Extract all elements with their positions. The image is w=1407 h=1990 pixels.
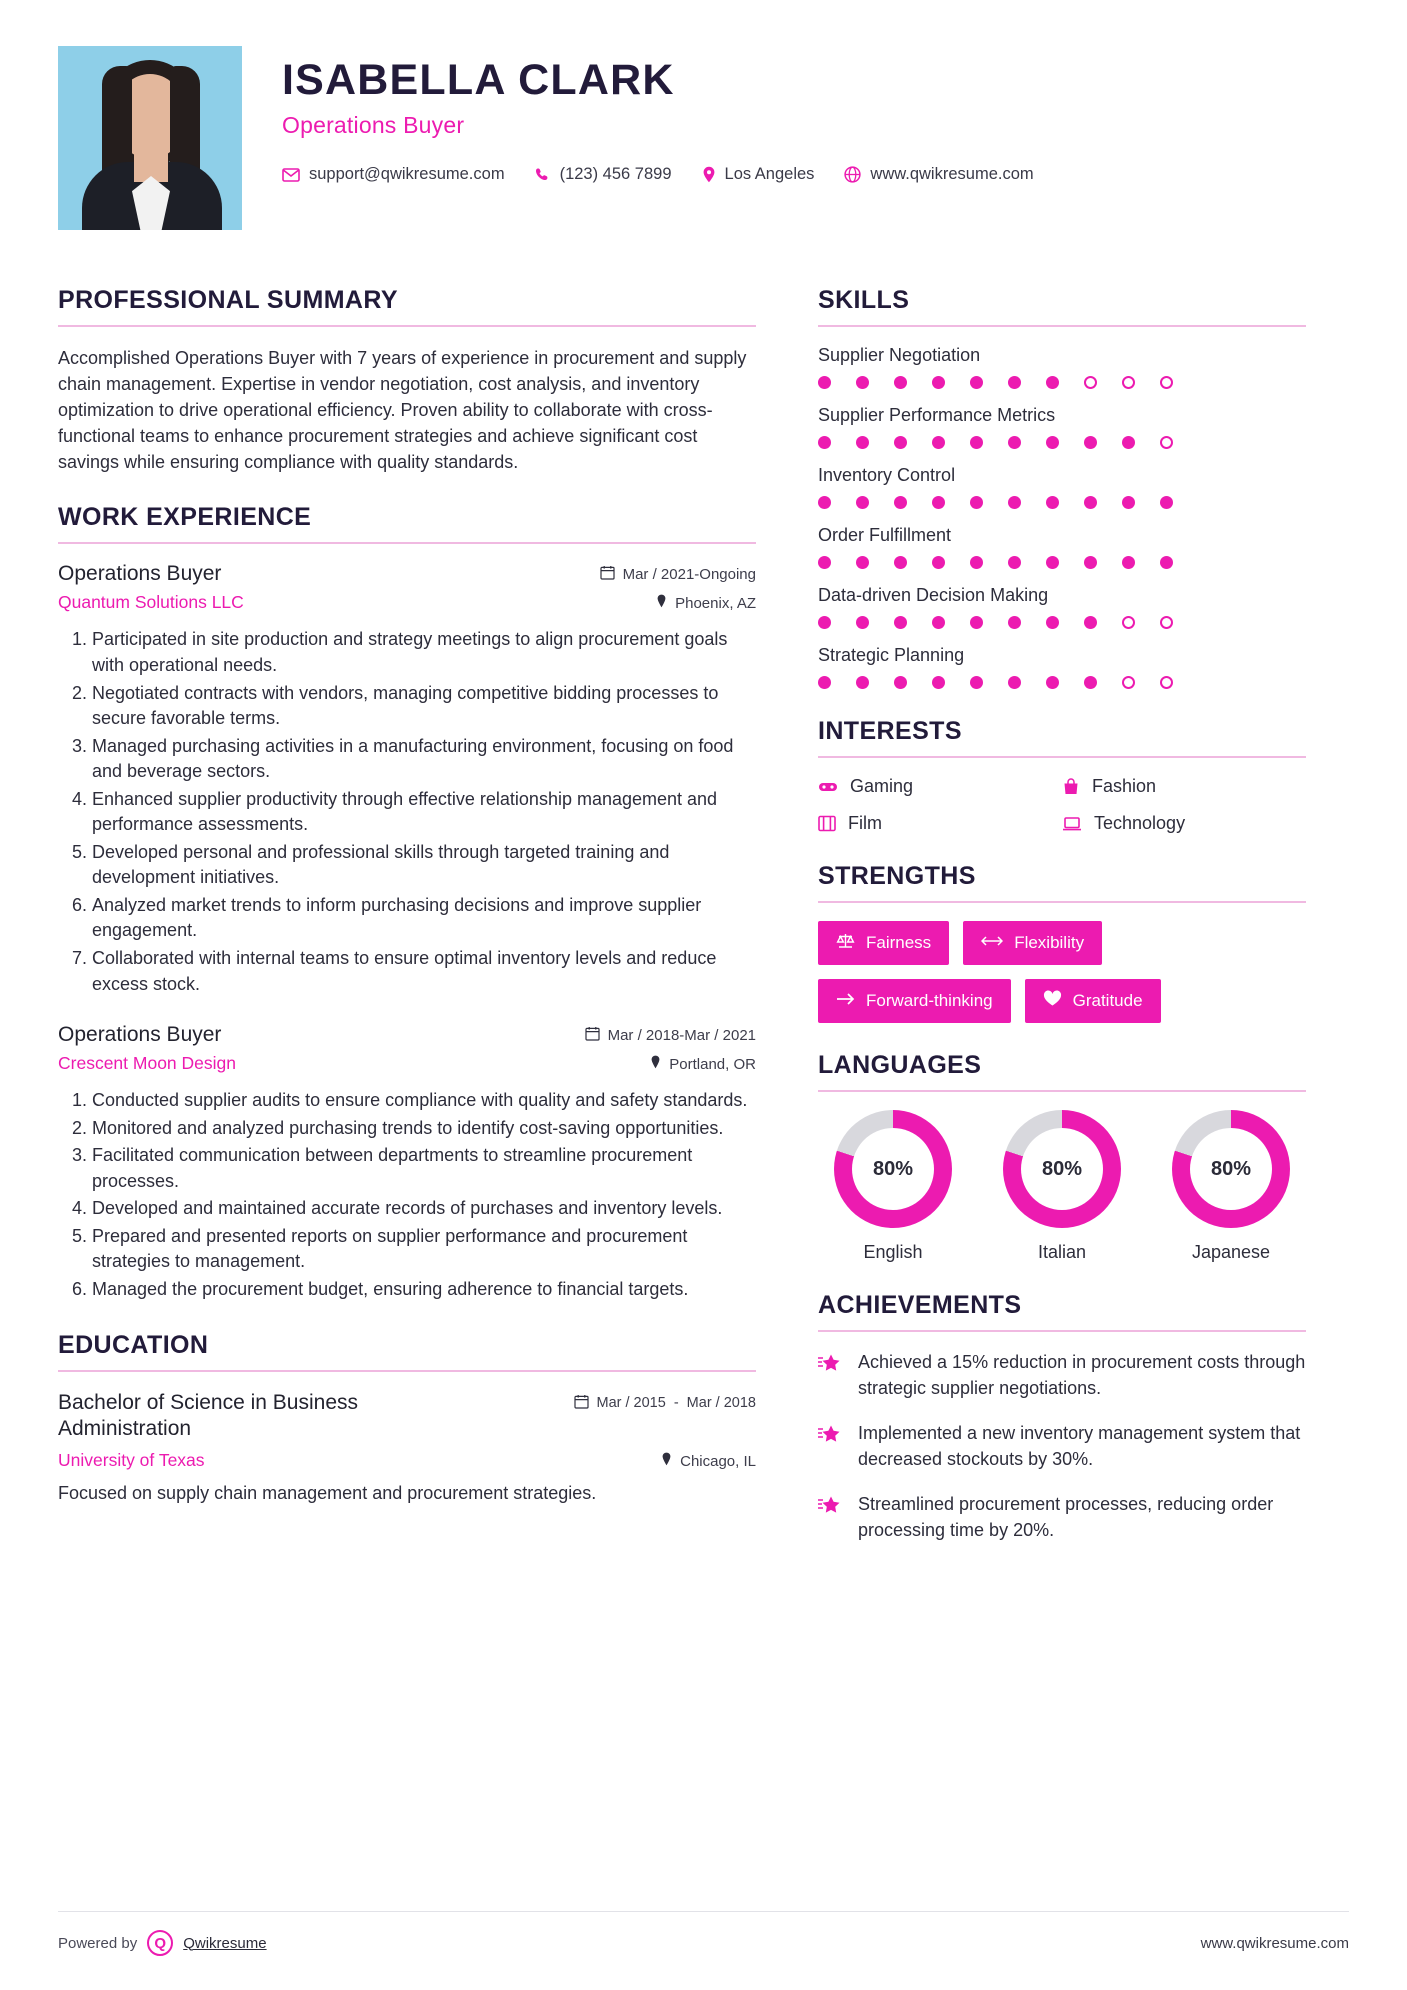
skill-rating xyxy=(818,496,1306,509)
laptop-icon xyxy=(1062,816,1082,832)
candidate-name: ISABELLA CLARK xyxy=(282,56,675,104)
education-date-end: Mar / 2018 xyxy=(686,1394,756,1411)
languages-list xyxy=(818,1110,1306,1263)
skill-item xyxy=(818,585,1306,629)
experience-location-text: Portland, OR xyxy=(669,1055,756,1073)
film-icon xyxy=(818,815,836,832)
skill-item xyxy=(818,345,1306,389)
skill-name: Order Fulfillment xyxy=(818,525,952,545)
section-divider xyxy=(818,901,1306,903)
language-item xyxy=(1156,1110,1306,1263)
star-icon xyxy=(818,1492,844,1543)
section-divider xyxy=(58,542,756,544)
footer-website[interactable]: www.qwikresume.com xyxy=(1200,1934,1349,1952)
email-icon xyxy=(282,168,300,182)
section-title-interests: INTERESTS xyxy=(818,717,962,745)
education-date-separator: - xyxy=(673,1395,679,1411)
skill-name: Supplier Performance Metrics xyxy=(818,405,1056,425)
section-divider xyxy=(818,1090,1306,1092)
pin-icon xyxy=(650,1055,661,1073)
contact-website-text: www.qwikresume.com xyxy=(870,165,1034,184)
skill-rating xyxy=(818,436,1306,449)
experience-date-text: Mar / 2021-Ongoing xyxy=(622,566,756,584)
powered-by-label: Powered by xyxy=(58,1934,138,1952)
strength-chip xyxy=(963,921,1102,965)
interest-label: Gaming xyxy=(850,776,914,796)
skill-name: Strategic Planning xyxy=(818,645,965,665)
bullet-item: 1. Conducted supplier audits to ensure compliance with quality and safety standards. xyxy=(92,1088,756,1114)
section-divider xyxy=(58,1370,756,1372)
bullet-item: 1. Participated in site production and strategy meetings to align procurement goals with operational needs. xyxy=(92,627,756,678)
skill-rating xyxy=(818,376,1306,389)
interest-item xyxy=(818,813,1062,834)
phone-icon xyxy=(535,167,551,183)
resume-body xyxy=(58,258,1349,1563)
bullet-item: 4. Developed and maintained accurate records of purchases and inventory levels. xyxy=(92,1196,756,1222)
experience-item xyxy=(58,562,756,997)
section-title-education: EDUCATION xyxy=(58,1330,209,1359)
strength-label: Fairness xyxy=(866,933,932,952)
section-divider xyxy=(818,756,1306,758)
strength-chip xyxy=(1025,979,1161,1023)
contact-location xyxy=(702,165,815,184)
language-ring xyxy=(834,1110,952,1228)
strength-chip xyxy=(818,921,949,965)
section-title-skills: SKILLS xyxy=(818,286,910,314)
language-ring xyxy=(1003,1110,1121,1228)
bullet-item: 4. Enhanced supplier productivity through effective relationship management and performance assessments. xyxy=(92,787,756,838)
contact-row xyxy=(282,165,1349,184)
language-item xyxy=(987,1110,1137,1263)
bullet-item: 3. Facilitated communication between departments to streamline procurement processes. xyxy=(92,1143,756,1194)
skill-item xyxy=(818,645,1306,689)
skill-item xyxy=(818,525,1306,569)
interest-label: Technology xyxy=(1094,813,1186,833)
scales-icon xyxy=(836,932,855,954)
section-divider xyxy=(818,1330,1306,1332)
strength-label: Forward-thinking xyxy=(866,991,993,1010)
strengths-list xyxy=(818,921,1306,1023)
strength-label: Gratitude xyxy=(1072,991,1143,1010)
interest-item xyxy=(818,776,1062,797)
achievement-item xyxy=(818,1421,1306,1472)
education-description: Focused on supply chain management and procurement strategies. xyxy=(58,1483,597,1503)
language-percent: 80% xyxy=(1190,1128,1272,1210)
bullet-item: 2. Monitored and analyzed purchasing trends to identify cost-saving opportunities. xyxy=(92,1116,756,1142)
education-location-text: Chicago, IL xyxy=(680,1452,756,1470)
contact-phone-text: (123) 456 7899 xyxy=(559,165,672,184)
profile-photo xyxy=(58,46,242,230)
language-ring xyxy=(1172,1110,1290,1228)
skill-name: Supplier Negotiation xyxy=(818,345,981,365)
star-icon xyxy=(818,1421,844,1472)
strength-label: Flexibility xyxy=(1014,933,1085,952)
experience-location-text: Phoenix, AZ xyxy=(675,594,756,612)
star-icon xyxy=(818,1350,844,1401)
interest-item xyxy=(1062,813,1306,834)
skill-rating xyxy=(818,556,1306,569)
interest-item xyxy=(1062,776,1306,797)
strength-chip xyxy=(818,979,1011,1023)
bullet-item: 6. Managed the procurement budget, ensuring adherence to financial targets. xyxy=(92,1277,756,1303)
achievement-item xyxy=(818,1492,1306,1543)
arrow-right-icon xyxy=(836,991,855,1011)
right-column xyxy=(798,258,1306,1563)
gamepad-icon xyxy=(818,780,838,794)
education-item xyxy=(58,1390,756,1505)
skill-rating xyxy=(818,616,1306,629)
section-divider xyxy=(58,325,756,327)
qwikresume-brand-link[interactable]: Qwikresume xyxy=(183,1934,267,1952)
achievement-text: Achieved a 15% reduction in procurement costs through strategic supplier negotiations. xyxy=(858,1352,1306,1398)
achievement-item xyxy=(818,1350,1306,1401)
bullet-item: 7. Collaborated with internal teams to ensure optimal inventory levels and reduce excess stock. xyxy=(92,946,756,997)
experience-location xyxy=(656,594,756,612)
arrows-icon xyxy=(981,933,1003,953)
education-degree: Bachelor of Science in Business Administration xyxy=(58,1390,358,1440)
experience-location xyxy=(650,1055,756,1073)
experience-date-text: Mar / 2018-Mar / 2021 xyxy=(607,1027,756,1045)
experience-item xyxy=(58,1023,756,1302)
calendar-icon xyxy=(600,565,615,584)
language-name: Japanese xyxy=(1191,1242,1271,1262)
section-title-experience: WORK EXPERIENCE xyxy=(58,503,312,532)
section-title-summary: PROFESSIONAL SUMMARY xyxy=(58,286,398,314)
interests-list xyxy=(818,776,1306,834)
language-percent: 80% xyxy=(1021,1128,1103,1210)
language-percent: 80% xyxy=(852,1128,934,1210)
experience-company: Crescent Moon Design xyxy=(58,1053,236,1074)
location-icon xyxy=(702,166,716,183)
contact-website[interactable] xyxy=(844,165,1033,184)
candidate-job-title: Operations Buyer xyxy=(282,112,465,139)
skill-rating xyxy=(818,676,1306,689)
achievement-text: Streamlined procurement processes, reducing order processing time by 20%. xyxy=(858,1494,1274,1540)
section-title-languages: LANGUAGES xyxy=(818,1051,982,1079)
education-school: University of Texas xyxy=(58,1450,205,1470)
skill-item xyxy=(818,405,1306,449)
contact-location-text: Los Angeles xyxy=(724,165,815,184)
globe-icon xyxy=(844,166,861,183)
section-title-achievements: ACHIEVEMENTS xyxy=(818,1291,1022,1319)
section-divider xyxy=(818,325,1306,327)
education-location xyxy=(661,1452,756,1470)
bullet-item: 6. Analyzed market trends to inform purchasing decisions and improve supplier engagement. xyxy=(92,893,756,944)
experience-company: Quantum Solutions LLC xyxy=(58,592,244,613)
contact-email[interactable] xyxy=(282,165,505,184)
experience-bullets xyxy=(58,1088,756,1302)
bullet-item: 3. Managed purchasing activities in a manufacturing environment, focusing on food and beverage sectors. xyxy=(92,734,756,785)
education-dates xyxy=(574,1390,757,1413)
heart-icon xyxy=(1043,990,1062,1012)
summary-text: Accomplished Operations Buyer with 7 years of experience in procurement and supply chain management. Expertise in vendor negotiation, cost analysis, and inventory optimization to drive operational efficiency. Proven ability to collaborate with cross-functional teams to enhance procurement strategies and achieve significant cost savings while ensuring compliance with quality standards. xyxy=(58,348,747,473)
calendar-icon xyxy=(585,1026,600,1045)
section-title-strengths: STRENGTHS xyxy=(818,862,976,890)
skill-name: Data-driven Decision Making xyxy=(818,585,1049,605)
experience-bullets xyxy=(58,627,756,997)
bullet-item: 5. Prepared and presented reports on supplier performance and procurement strategies to management. xyxy=(92,1224,756,1275)
language-item xyxy=(818,1110,968,1263)
pin-icon xyxy=(661,1452,672,1470)
left-column xyxy=(58,258,798,1563)
bullet-item: 2. Negotiated contracts with vendors, managing competitive bidding processes to secure favorable terms. xyxy=(92,681,756,732)
experience-role: Operations Buyer xyxy=(58,1023,222,1047)
interest-label: Fashion xyxy=(1092,776,1157,796)
experience-date xyxy=(600,565,756,584)
bullet-item: 5. Developed personal and professional skills through targeted training and development initiatives. xyxy=(92,840,756,891)
resume-header xyxy=(58,46,1349,258)
experience-date xyxy=(585,1026,756,1045)
pin-icon xyxy=(656,594,667,612)
skill-name: Inventory Control xyxy=(818,465,956,485)
bag-icon xyxy=(1062,778,1080,795)
language-name: Italian xyxy=(1037,1242,1087,1262)
calendar-icon xyxy=(574,1394,589,1413)
contact-phone[interactable] xyxy=(535,165,672,184)
page-footer xyxy=(58,1911,1349,1956)
achievement-text: Implemented a new inventory management system that decreased stockouts by 30%. xyxy=(858,1423,1301,1469)
skill-item xyxy=(818,465,1306,509)
interest-label: Film xyxy=(848,813,882,833)
education-date-start: Mar / 2015 xyxy=(596,1394,666,1411)
qwikresume-logo-icon: Q xyxy=(147,1930,173,1956)
experience-role: Operations Buyer xyxy=(58,562,222,586)
language-name: English xyxy=(863,1242,923,1262)
contact-email-text: support@qwikresume.com xyxy=(309,165,505,184)
